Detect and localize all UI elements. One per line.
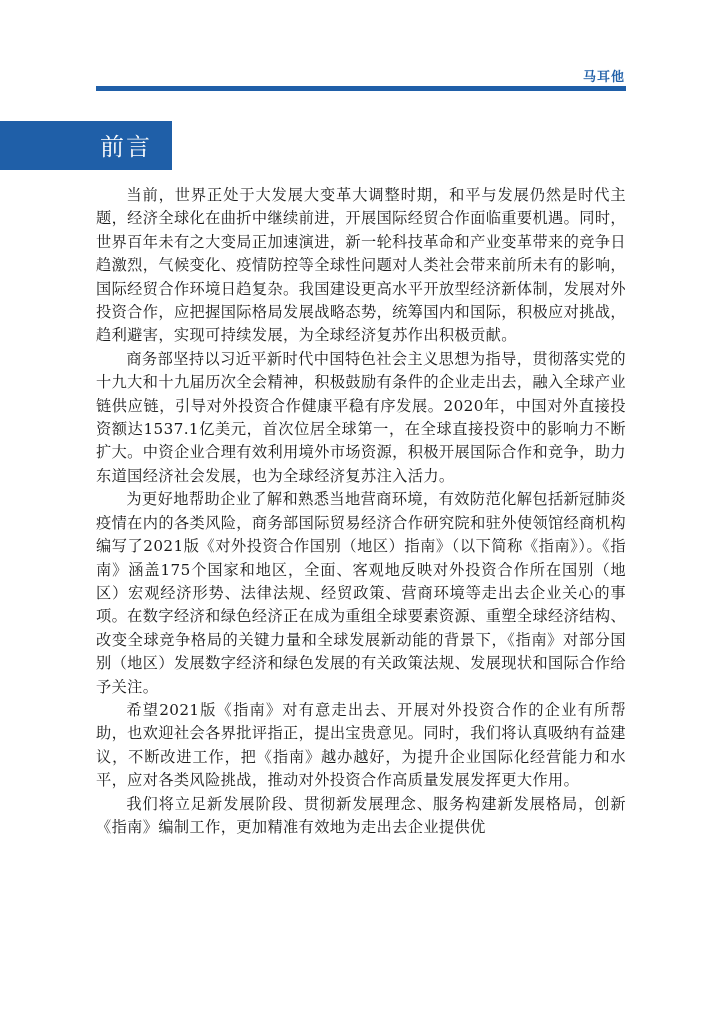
- paragraph: 希望2021版《指南》对有意走出去、开展对外投资合作的企业有所帮助，也欢迎社会各界批评指正，提出宝贵意见。同时，我们将认真吸纳有益建议，不断改进工作，把《指南》越办越好，为提升企业国际化经营能力和水平，应对各类风险挑战，推动对外投资合作高质量发展发挥更大作用。: [96, 700, 626, 790]
- section-title: 前言: [100, 133, 152, 161]
- running-header-title: 马耳他: [582, 70, 625, 85]
- paragraph: 我们将立足新发展阶段、贯彻新发展理念、服务构建新发展格局，创新《指南》编制工作，更加精准有效地为走出去企业提供优: [96, 794, 626, 836]
- body-text: [96, 184, 626, 839]
- header-rule: [96, 86, 626, 91]
- paragraph: 商务部坚持以习近平新时代中国特色社会主义思想为指导，贯彻落实党的十九大和十九届历次全会精神，积极鼓励有条件的企业走出去，融入全球产业链供应链，引导对外投资合作健康平稳有序发展。2020年，中国对外直接投资额达1537.1亿美元，首次位居全球第一，在全球直接投资中的影响力不断扩大。中资企业合理有效利用境外市场资源，积极开展国际合作和竞争，助力东道国经济社会发展，也为全球经济复苏注入活力。: [96, 349, 626, 485]
- paragraph: 当前，世界正处于大发展大变革大调整时期，和平与发展仍然是时代主题，经济全球化在曲折中继续前进，开展国际经贸合作面临重要机遇。同时，世界百年未有之大变局正加速演进，新一轮科技革命和产业变革带来的竞争日趋激烈，气候变化、疫情防控等全球性问题对人类社会带来前所未有的影响，国际经贸合作环境日趋复杂。我国建设更高水平开放型经济新体制，发展对外投资合作，应把握国际格局发展战略态势，统筹国内和国际，积极应对挑战，趋利避害，实现可持续发展，为全球经济复苏作出积极贡献。: [96, 186, 626, 345]
- paragraph: 为更好地帮助企业了解和熟悉当地营商环境，有效防范化解包括新冠肺炎疫情在内的各类风险，商务部国际贸易经济合作研究院和驻外使领馆经商机构编写了2021版《对外投资合作国别（地区）指南》（以下简称《指南》）。《指南》涵盖175个国家和地区，全面、客观地反映对外投资合作所在国别（地区）宏观经济形势、法律法规、经贸政策、营商环境等走出去企业关心的事项。在数字经济和绿色经济正在成为重组全球要素资源、重塑全球经济结构、改变全球竞争格局的关键力量和全球发展新动能的背景下，《指南》对部分国别（地区）发展数字经济和绿色发展的有关政策法规、发展现状和国际合作给予关注。: [96, 490, 626, 696]
